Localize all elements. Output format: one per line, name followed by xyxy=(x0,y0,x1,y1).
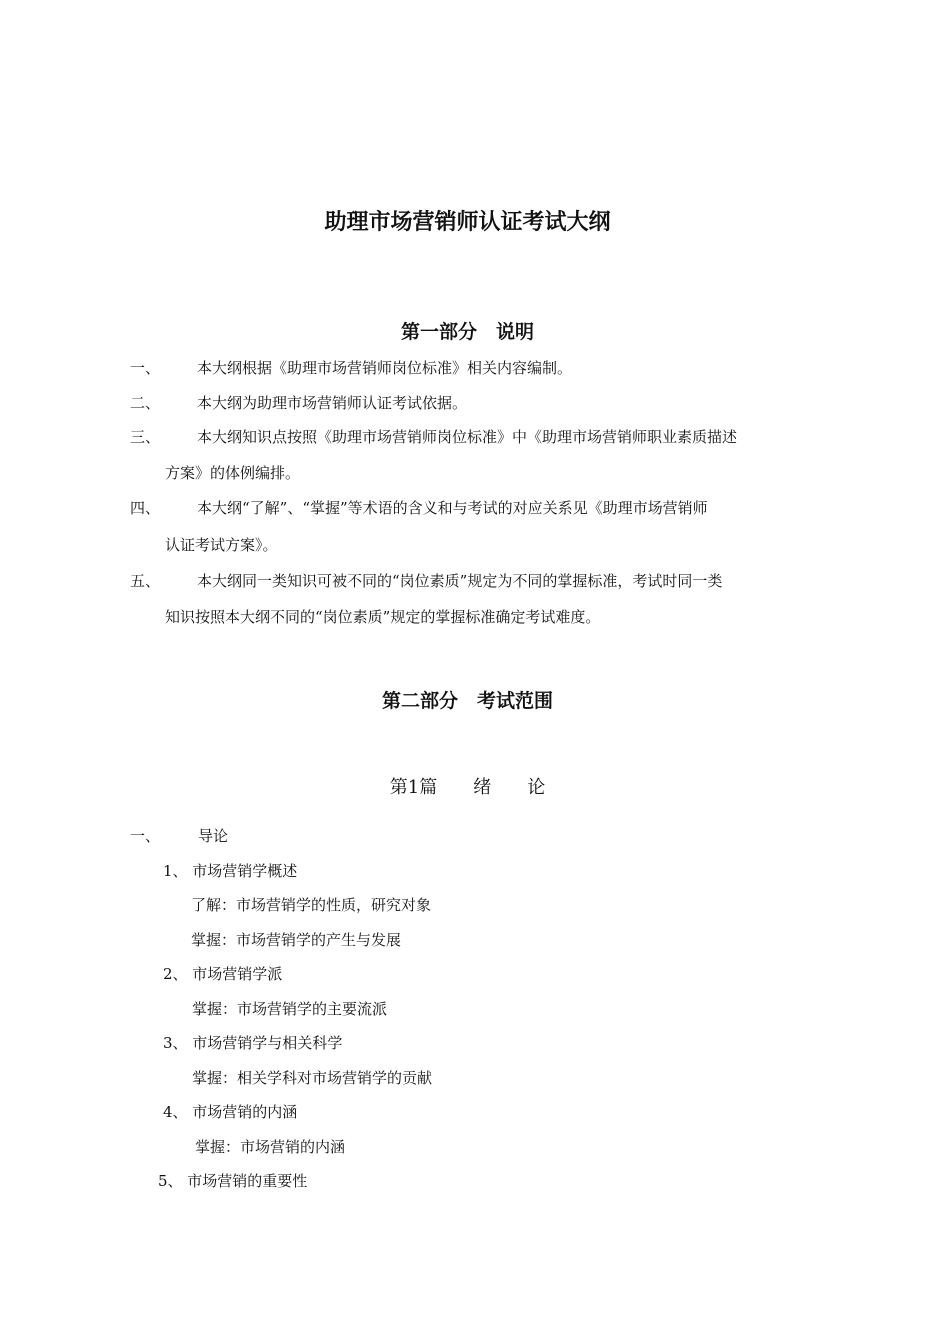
part1-heading: 第一部分 说明 xyxy=(400,321,534,343)
subsection-detail: 掌握：相关学科对市场营销学的贡献 xyxy=(192,1069,433,1087)
subsection-label: 1、 市场营销学概述 xyxy=(163,862,298,880)
section-number: 一、 xyxy=(130,827,161,845)
item-number: 三、 xyxy=(130,428,161,446)
item-text-continued: 认证考试方案》。 xyxy=(165,536,278,554)
item-text-continued: 方案》的体例编排。 xyxy=(165,464,301,482)
subsection-detail: 掌握：市场营销学的主要流派 xyxy=(192,1000,388,1018)
subsection-label: 5、 市场营销的重要性 xyxy=(158,1172,308,1190)
subsection-label: 4、 市场营销的内涵 xyxy=(163,1103,298,1121)
item-text: 本大纲根据《助理市场营销师岗位标准》相关内容编制。 xyxy=(197,359,573,377)
item-text: 本大纲“了解”、“掌握”等术语的含义和与考试的对应关系见《助理市场营销师 xyxy=(197,499,708,517)
subsection-detail: 掌握：市场营销学的产生与发展 xyxy=(191,931,402,949)
item-number: 一、 xyxy=(130,359,161,377)
subsection-detail: 了解：市场营销学的性质，研究对象 xyxy=(191,896,432,914)
item-text: 本大纲同一类知识可被不同的“岗位素质”规定为不同的掌握标准，考试时同一类 xyxy=(197,572,723,590)
chapter-heading: 第1篇 绪 论 xyxy=(389,777,546,798)
subsection-label: 2、 市场营销学派 xyxy=(163,965,283,983)
item-number: 二、 xyxy=(130,394,161,412)
document-title: 助理市场营销师认证考试大纲 xyxy=(324,210,611,235)
subsection-detail: 掌握：市场营销的内涵 xyxy=(195,1138,346,1156)
item-text: 本大纲为助理市场营销师认证考试依据。 xyxy=(197,394,468,412)
item-number: 四、 xyxy=(130,499,161,517)
item-text-continued: 知识按照本大纲不同的“岗位素质”规定的掌握标准确定考试难度。 xyxy=(165,608,601,626)
subsection-label: 3、 市场营销学与相关科学 xyxy=(163,1034,343,1052)
item-number: 五、 xyxy=(130,572,161,590)
part2-heading: 第二部分 考试范围 xyxy=(381,690,553,712)
item-text: 本大纲知识点按照《助理市场营销师岗位标准》中《助理市场营销师职业素质描述 xyxy=(197,428,738,446)
section-title: 导论 xyxy=(198,827,229,845)
